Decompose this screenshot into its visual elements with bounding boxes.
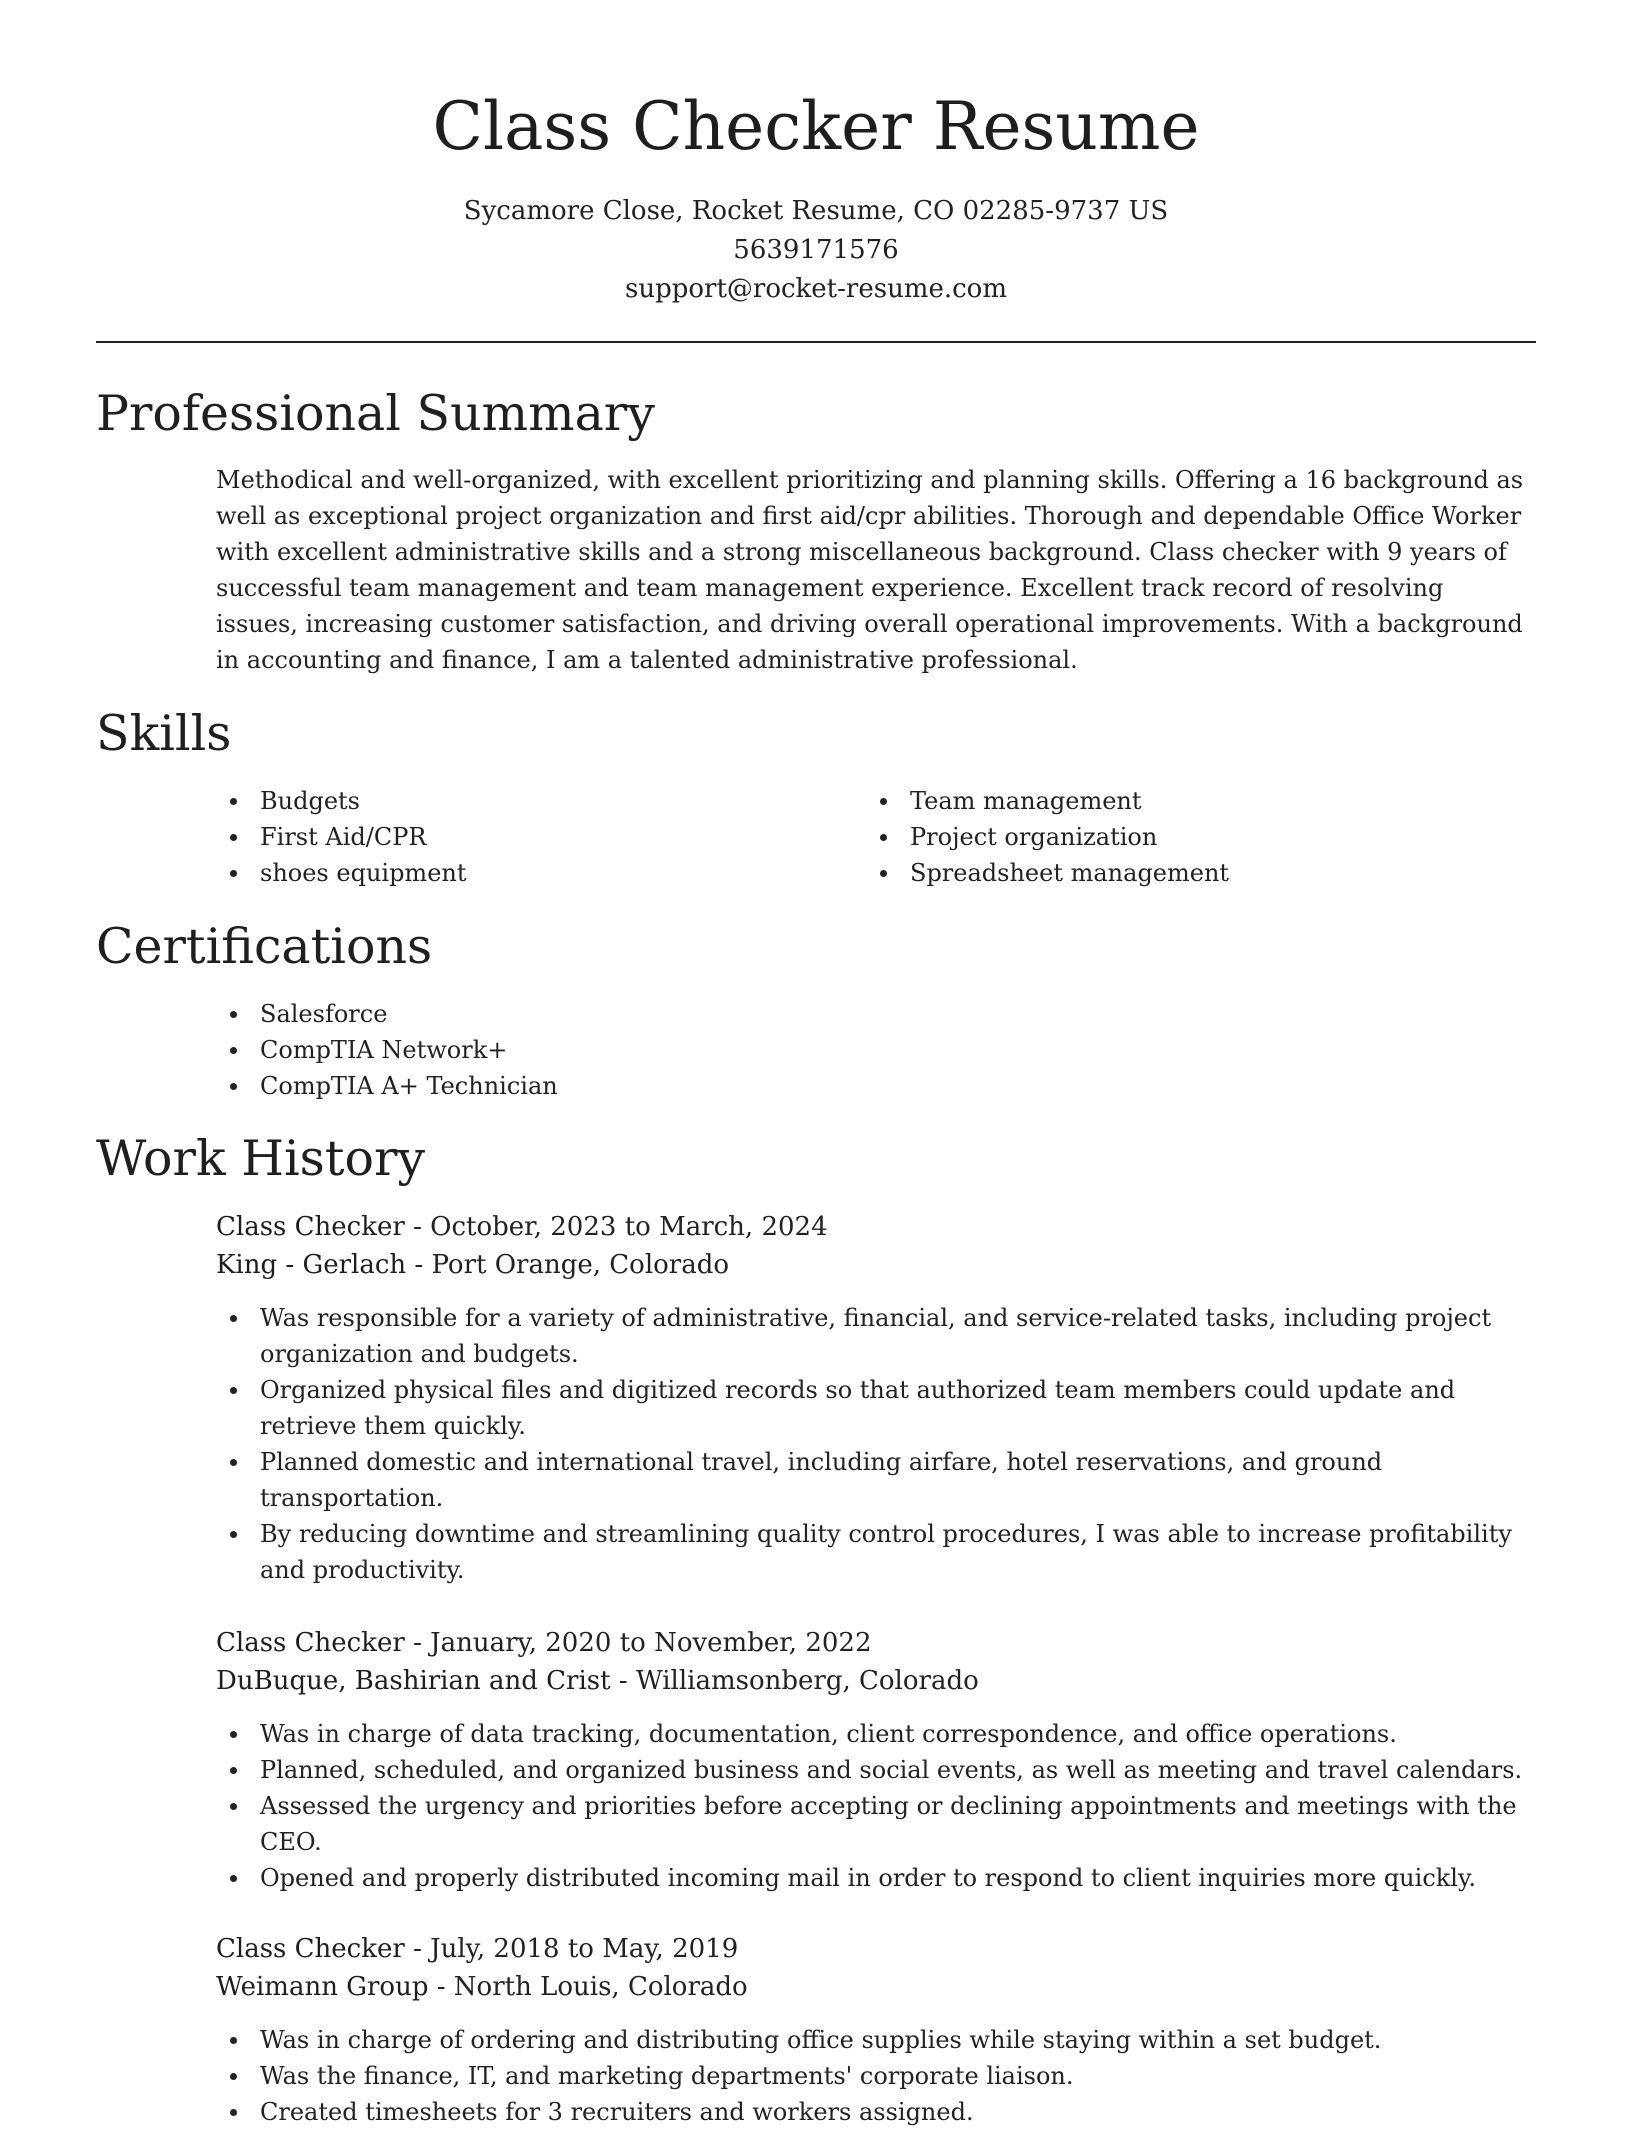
job-company-line: DuBuque, Bashirian and Crist - Williamsonberg, Colorado bbox=[216, 1666, 979, 1696]
job-title-line: Class Checker - October, 2023 to March, 2024 bbox=[216, 1212, 828, 1242]
skill-item: Spreadsheet management bbox=[866, 855, 1229, 891]
job-duty: Created timesheets for 3 recruiters and workers assigned. bbox=[216, 2094, 1552, 2130]
job-dates: July, 2018 to May, 2019 bbox=[430, 1934, 739, 1964]
job-duty: Planned, scheduled, and organized business and social events, as well as meeting and travel calendars. bbox=[216, 1752, 1552, 1788]
certification-item: Salesforce bbox=[216, 996, 558, 1032]
job-title-line: Class Checker - January, 2020 to November, 2022 bbox=[216, 1628, 872, 1658]
job-duties bbox=[216, 2022, 1552, 2130]
skill-item: Budgets bbox=[216, 783, 467, 819]
job-entry bbox=[216, 1208, 1552, 1588]
job-dates: January, 2020 to November, 2022 bbox=[430, 1628, 872, 1658]
certification-item: CompTIA A+ Technician bbox=[216, 1068, 558, 1104]
skills-column-right bbox=[866, 783, 1229, 891]
job-duties bbox=[216, 1300, 1552, 1588]
job-duty: Opened and properly distributed incoming mail in order to respond to client inquiries more quickly. bbox=[216, 1860, 1552, 1896]
skill-item: First Aid/CPR bbox=[216, 819, 467, 855]
job-duties bbox=[216, 1716, 1552, 1896]
job-duty: Was the finance, IT, and marketing departments' corporate liaison. bbox=[216, 2058, 1552, 2094]
summary-text: Methodical and well-organized, with excellent prioritizing and planning skills. Offering a 16 background as well as exceptional project organization and first aid/cpr abilities. Thorough and dependable Office Worker with excellent administrative skills and a strong miscellaneous background. Class checker with 9 years of successful team management and team management experience. Excellent track record of resolving issues, increasing customer satisfaction, and driving overall operational improvements. With a background in accounting and finance, I am a talented administrative professional. bbox=[216, 466, 1524, 674]
skill-item: shoes equipment bbox=[216, 855, 467, 891]
job-duty: Organized physical files and digitized records so that authorized team members could update and retrieve them quickly. bbox=[216, 1372, 1552, 1444]
job-title: Class Checker bbox=[216, 1628, 405, 1658]
summary-heading: Professional Summary bbox=[96, 385, 655, 442]
job-title: Class Checker bbox=[216, 1212, 405, 1242]
certification-item: CompTIA Network+ bbox=[216, 1032, 558, 1068]
certifications-list bbox=[216, 996, 558, 1104]
header-divider bbox=[96, 341, 1536, 343]
contact-phone: 5639171576 bbox=[733, 235, 899, 265]
skill-item: Project organization bbox=[866, 819, 1229, 855]
job-company-line: Weimann Group - North Louis, Colorado bbox=[216, 1972, 748, 2002]
job-company: King - Gerlach bbox=[216, 1250, 407, 1280]
contact-block bbox=[0, 192, 1632, 309]
resume-name: Class Checker Resume bbox=[432, 88, 1200, 165]
job-title: Class Checker bbox=[216, 1934, 405, 1964]
job-entry bbox=[216, 1624, 1552, 1896]
job-dates: October, 2023 to March, 2024 bbox=[430, 1212, 828, 1242]
job-duty: By reducing downtime and streamlining quality control procedures, I was able to increase profitability and productivity. bbox=[216, 1516, 1552, 1588]
job-duty: Was in charge of ordering and distributing office supplies while staying within a set budget. bbox=[216, 2022, 1552, 2058]
skills-heading: Skills bbox=[96, 705, 232, 762]
work-history-heading: Work History bbox=[96, 1130, 426, 1187]
job-location: Port Orange, Colorado bbox=[431, 1250, 730, 1280]
skills-column-left bbox=[216, 783, 467, 891]
contact-email: support@rocket-resume.com bbox=[624, 274, 1007, 304]
skill-item: Team management bbox=[866, 783, 1229, 819]
job-location: North Louis, Colorado bbox=[453, 1972, 748, 2002]
job-duty: Was responsible for a variety of administrative, financial, and service-related tasks, including project organization and budgets. bbox=[216, 1300, 1552, 1372]
job-entry bbox=[216, 1930, 1552, 2130]
job-duty: Planned domestic and international travel, including airfare, hotel reservations, and ground transportation. bbox=[216, 1444, 1552, 1516]
job-location: Williamsonberg, Colorado bbox=[635, 1666, 979, 1696]
certifications-heading: Certifications bbox=[96, 918, 433, 975]
job-company: DuBuque, Bashirian and Crist bbox=[216, 1666, 611, 1696]
job-duty: Assessed the urgency and priorities before accepting or declining appointments and meetings with the CEO. bbox=[216, 1788, 1552, 1860]
job-company-line: King - Gerlach - Port Orange, Colorado bbox=[216, 1250, 730, 1280]
job-company: Weimann Group bbox=[216, 1972, 429, 2002]
job-duty: Was in charge of data tracking, documentation, client correspondence, and office operations. bbox=[216, 1716, 1552, 1752]
job-title-line: Class Checker - July, 2018 to May, 2019 bbox=[216, 1934, 739, 1964]
contact-address: Sycamore Close, Rocket Resume, CO 02285-9737 US bbox=[463, 196, 1169, 226]
